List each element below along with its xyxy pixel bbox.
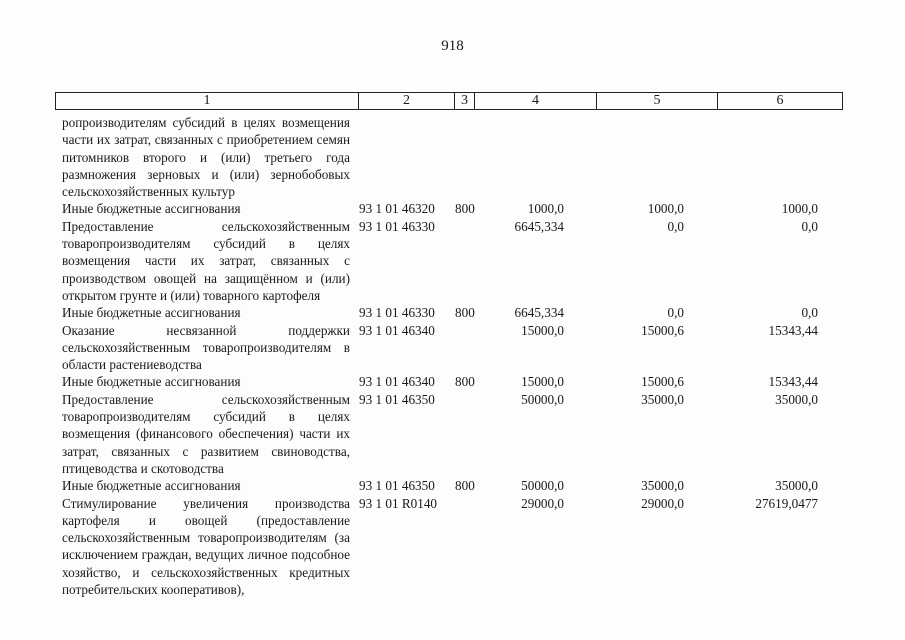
row-value-col6: 15343,44 (768, 322, 818, 338)
row-name: Иные бюджетные ассигнования (62, 305, 241, 321)
row-value-col6: 27619,0477 (755, 495, 818, 511)
row-expense-type: 800 (455, 478, 475, 494)
row-value-col4: 29000,0 (521, 495, 564, 511)
header-col-4: 4 (475, 93, 597, 109)
row-value-col4: 6645,334 (514, 218, 564, 234)
row-code: 93 1 01 46350 (359, 391, 435, 407)
row-value-col5: 35000,0 (641, 391, 684, 407)
row-expense-type: 800 (455, 305, 475, 321)
row-code: 93 1 01 46330 (359, 305, 435, 321)
header-col-1: 1 (56, 93, 359, 109)
row-name: Предоставление сельскохозяйственным товаропроизводителям субсидий в целях возмещения части их затрат, связанных с производством овощей на защищённом и (или) открытом грунте и (или) товарного картофеля (62, 218, 350, 303)
row-name: Оказание несвязанной поддержки сельскохозяйственным товаропроизводителям в области растениеводства (62, 322, 350, 373)
row-name: Стимулирование увеличения производства картофеля и овощей (предоставление сельскохозяйственным товаропроизводителям (за исключением граждан, ведущих личное подсобное хозяйство, и сельскохозяйственных кредитных потребительских кооперативов), (62, 495, 350, 598)
row-name: ропроизводителям субсидий в целях возмещения части их затрат, связанных с приобретением семян питомников второго и (или) третьего года размножения зерновых и (или) зернобобовых сельскохозяйственных культур (62, 115, 350, 200)
header-col-3: 3 (455, 93, 475, 109)
row-value-col5: 0,0 (667, 218, 684, 234)
table-row (62, 114, 842, 200)
row-value-col6: 35000,0 (775, 478, 818, 494)
row-value-col6: 35000,0 (775, 391, 818, 407)
table-body (62, 114, 842, 598)
row-value-col6: 1000,0 (781, 201, 818, 217)
table-row (62, 391, 842, 477)
row-name: Иные бюджетные ассигнования (62, 478, 241, 494)
page-number: 918 (441, 38, 464, 54)
row-value-col4: 15000,0 (521, 322, 564, 338)
row-value-col6: 0,0 (801, 218, 818, 234)
row-value-col5: 0,0 (667, 305, 684, 321)
table-header-row (55, 92, 843, 110)
table-row (62, 304, 842, 321)
table-row (62, 477, 842, 494)
row-code: 93 1 01 46350 (359, 478, 435, 494)
table-row (62, 322, 842, 374)
row-code: 93 1 01 46330 (359, 218, 435, 234)
row-value-col5: 15000,6 (641, 374, 684, 390)
row-value-col4: 6645,334 (514, 305, 564, 321)
row-value-col5: 29000,0 (641, 495, 684, 511)
table-row (62, 218, 842, 304)
row-code: 93 1 01 46340 (359, 322, 435, 338)
header-col-5: 5 (597, 93, 718, 109)
row-name: Иные бюджетные ассигнования (62, 374, 241, 390)
row-value-col4: 50000,0 (521, 478, 564, 494)
table-row (62, 495, 842, 599)
row-name: Иные бюджетные ассигнования (62, 201, 241, 217)
row-value-col5: 35000,0 (641, 478, 684, 494)
row-name: Предоставление сельскохозяйственным товаропроизводителям субсидий в целях возмещения (финансового обеспечения) части их затрат, связанных с развитием свиноводства, птицеводства и скотоводства (62, 391, 350, 476)
row-value-col6: 15343,44 (768, 374, 818, 390)
row-value-col4: 1000,0 (527, 201, 564, 217)
header-col-2: 2 (359, 93, 455, 109)
row-code: 93 1 01 46320 (359, 201, 435, 217)
row-expense-type: 800 (455, 374, 475, 390)
row-value-col5: 15000,6 (641, 322, 684, 338)
row-code: 93 1 01 R0140 (359, 495, 438, 511)
row-value-col5: 1000,0 (647, 201, 684, 217)
row-value-col6: 0,0 (801, 305, 818, 321)
table-row (62, 200, 842, 217)
row-value-col4: 50000,0 (521, 391, 564, 407)
header-col-6: 6 (776, 93, 784, 108)
row-value-col4: 15000,0 (521, 374, 564, 390)
row-code: 93 1 01 46340 (359, 374, 435, 390)
row-expense-type: 800 (455, 201, 475, 217)
table-row (62, 373, 842, 390)
